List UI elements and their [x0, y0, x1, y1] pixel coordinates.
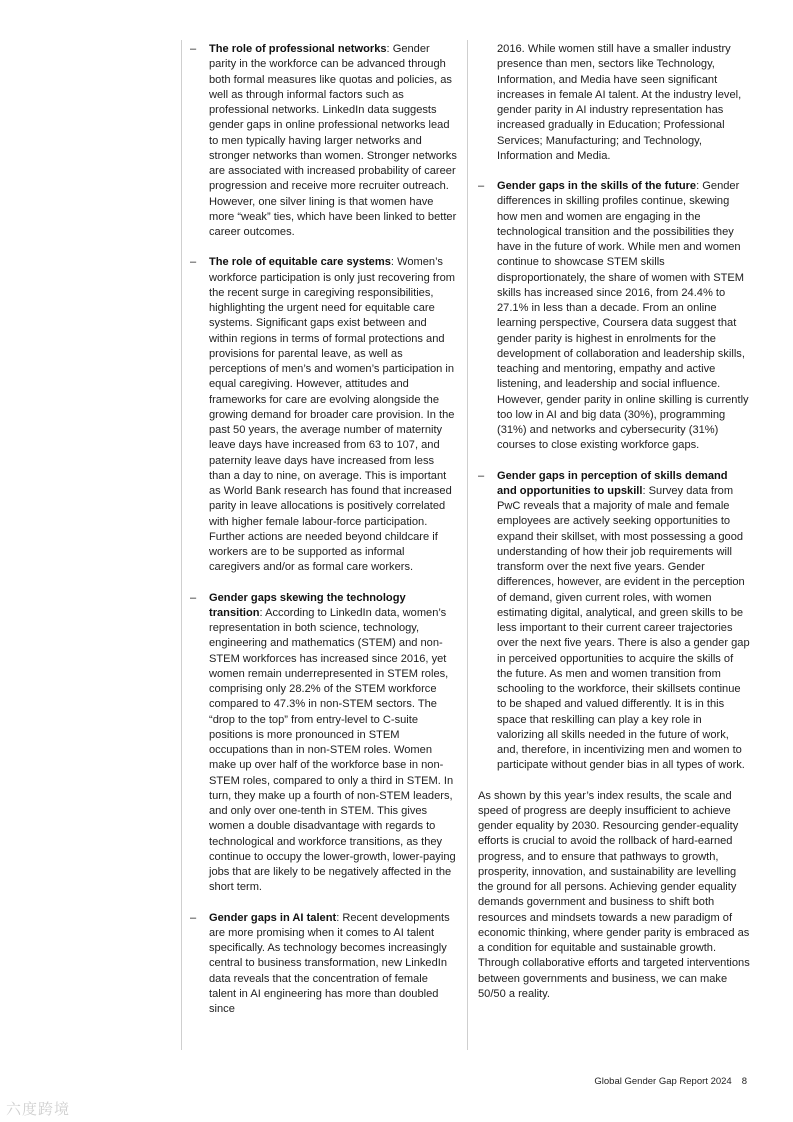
- left-column-rule: [181, 40, 182, 1050]
- bullet-body: Gender differences in skilling profiles continue, skewing how men and women are engaging in the technological transition and the possibilities they have in the future of work. While men and women continue to showcase STEM skills disproportionately, the share of women with STEM skills has increased since 2016, from 24.4% to 27.1% in less than a decade. From an online learning perspective, Coursera data suggest that gender parity is highest in enrolments for the development of collaboration and leadership skills, teaching and mentoring, empathy and active listening, and leadership and social influence. However, gender parity in online skilling is currently too low in AI and big data (30%), programming (31%) and networks and cybersecurity (31%) courses to close existing workforce gaps.: [497, 180, 749, 452]
- page-footer: [594, 1076, 747, 1087]
- bullet-title: The role of professional networks: [209, 43, 387, 55]
- bullet-equitable-care-systems: – The role of equitable care systems: Women’s workforce participation is only just recovering from the recent surge in caregiving responsibilities, highlighting the urgent need for equitable care systems. Significant gaps exist between and within regions in terms of formal protections and provisions for parental leave, as well as perceptions of men’s and women’s participation in equal caregiving. However, attitudes and frameworks for care are evolving alongside the growing demand for broader care provision. In the past 50 years, the average number of maternity leave days have increased from 63 to 107, and paternity leave days have increased from less than a day to nine, on average. This is important as World Bank research has found that increased parity in leave allocations is positively correlated with higher female labour-force participation. Further actions are needed beyond childcare if workers are to be supported as informal caregivers and/or as formal care workers.: [190, 256, 456, 574]
- ai-talent-continuation: 2016. While women still have a smaller industry presence than men, sectors like Technology, Information, and Media have seen significant increases in female AI talent. At the industry level, gender parity in AI industry representation has increased gradually in Education; Professional Services; Manufacturing; and Technology, Information and Media.: [497, 43, 742, 162]
- bullet-perception-skills-demand: – Gender gaps in perception of skills demand and opportunities to upskill: Survey data from PwC reveals that a majority of male and female employees are actively seeking opportunities to expand their skillset, with most possessing a good understanding of how their job requirements will transform over the next five years. Gender differences, however, are evident in the perception of demand, given current roles, with women estimating digital, analytical, and green skills to be less important to their current career trajectories over the next five years. There is also a gender gap in perceived opportunities to acquire the skills of the future. As men and women transition from schooling to the workforce, their skillsets continue to be shaped and valued differently. It is in this space that reskilling can play a key role in valorizing all skills needed in the future of work, and, therefore, in incentivizing men and women to participate without gender bias in all types of work.: [478, 469, 750, 772]
- bullet-dash: –: [478, 469, 485, 482]
- bullet-ai-talent: – Gender gaps in AI talent: Recent developments are more promising when it comes to AI talent specifically. As technology becomes increasingly central to business transformation, new LinkedIn data reveals that the concentration of female talent in AI engineering has more than doubled since: [190, 911, 450, 1015]
- bullet-dash: –: [190, 43, 197, 55]
- bullet-body: Recent developments are more promising when it comes to AI talent specifically. As technology becomes increasingly central to business transformation, new LinkedIn data reveals that the concentration of female talent in AI engineering has more than doubled since: [209, 911, 450, 1015]
- bullet-professional-networks: – The role of professional networks: Gender parity in the workforce can be advanced through both formal measures like quotas and policies, as well as through informal factors such as professional networks. LinkedIn data suggests gender gaps in online professional networks lead to men typically having larger networks and stronger networks than women. Stronger networks are associated with increased probability of career progression and receive more recruiter outreach. However, one silver lining is that women have more “weak” ties, which have been linked to better career outcomes.: [190, 43, 457, 238]
- bullet-dash: –: [190, 591, 197, 604]
- right-column: [478, 42, 750, 1002]
- bullet-dash: –: [478, 180, 485, 192]
- bullet-title: Gender gaps in perception of skills demand and opportunities to upskill: [497, 469, 728, 497]
- watermark: 六度跨境: [6, 1100, 71, 1118]
- bullet-dash: –: [190, 911, 197, 924]
- left-column: [190, 42, 458, 1032]
- bullet-technology-transition: – Gender gaps skewing the technology transition: According to LinkedIn data, women’s representation in both science, technology, engineering and mathematics (STEM) and non-STEM workforces has increased since 2016, yet women remain underrepresented in STEM roles, comprising only 28.2% of the STEM workforce compared to 47.3% in non-STEM sectors. The “drop to the top” from entry-level to C-suite positions is more pronounced in STEM occupations than in non-STEM roles. Women make up over half of the workforce base in non-STEM roles, compared to only a third in STEM. In turn, they make up a fourth of non-STEM leaders, and only over one-tenth in STEM. This gives women a double disadvantage with regards to technological and workforce transitions, as they continue to occupy the lower-growth, lower-paying jobs that are likely to be negatively affected in the short term.: [190, 591, 456, 894]
- bullet-dash: –: [190, 256, 197, 269]
- page-number: 8: [741, 1076, 747, 1087]
- bullet-skills-of-future: – Gender gaps in the skills of the future: Gender differences in skilling profiles continue, skewing how men and women are engaging in the technological transition and the possibilities they have in the future of work. While men and women continue to showcase STEM skills disproportionately, the share of women with STEM skills has increased since 2016, from 24.4% to 27.1% in less than a decade. From an online learning perspective, Coursera data suggest that gender parity is highest in enrolments for the development of collaboration and leadership skills, teaching and mentoring, empathy and active listening, and leadership and social influence. However, gender parity in online skilling is currently too low in AI and big data (30%), programming (31%) and networks and cybersecurity (31%) courses to close existing workforce gaps.: [478, 180, 749, 452]
- bullet-body: Gender parity in the workforce can be advanced through both formal measures like quotas and policies, as well as through informal factors such as professional networks. LinkedIn data suggests gender gaps in online professional networks lead to men typically having larger networks and stronger networks than women. Stronger networks are associated with increased probability of career progression and receive more recruiter outreach. However, one silver lining is that women have more “weak” ties, which have been linked to better career outcomes.: [209, 43, 457, 238]
- bullet-title: Gender gaps in the skills of the future: [497, 180, 697, 192]
- bullet-body: Women’s workforce participation is only just recovering from the recent surge in caregiving responsibilities, highlighting the urgent need for equitable care systems. Significant gaps exist between and within regions in terms of formal protections and provisions for parental leave, as well as perceptions of men’s and women’s participation in equal caregiving. However, attitudes and frameworks for care are evolving alongside the growing demand for broader care provision. In the past 50 years, the average number of maternity leave days have increased from 63 to 107, and paternity leave days have increased from less than a day to nine, on average. This is important as World Bank research has found that increased parity in leave allocations is positively correlated with higher female labour-force participation. Further actions are needed beyond childcare if workers are to be supported as informal caregivers and/or as formal care workers.: [209, 256, 456, 574]
- bullet-body: According to LinkedIn data, women’s representation in both science, technology, engineering and mathematics (STEM) and non-STEM workforces has increased since 2016, yet women remain underrepresented in STEM roles, comprising only 28.2% of the STEM workforce compared to 47.3% in non-STEM sectors. The “drop to the top” from entry-level to C-suite positions is more pronounced in STEM occupations than in non-STEM roles. Women make up over half of the workforce base in non-STEM roles, compared to only a third in STEM. In turn, they make up a fourth of non-STEM leaders, and only over one-tenth in STEM. This gives women a double disadvantage with regards to technological and workforce transitions, as they continue to occupy the lower-growth, lower-paying jobs that are likely to be negatively affected in the short term.: [209, 606, 456, 894]
- bullet-title: The role of equitable care systems: [209, 256, 391, 269]
- right-column-rule: [467, 40, 468, 1050]
- closing-paragraph: As shown by this year’s index results, the scale and speed of progress are deeply insufficient to achieve gender equality by 2030. Resourcing gender-equality efforts is crucial to avoid the rollback of hard-earned progress, and to ensure that pathways to growth, prosperity, innovation, and sustainability are levelling the ground for all persons. Achieving gender equality demands government and business to shift both resources and mindsets towards a new paradigm of economic thinking, where gender parity is embraced as a condition for equitable and sustainable growth. Through collaborative efforts and targeted interventions between governments and business, we can make 50/50 a reality.: [478, 789, 750, 1000]
- bullet-title: Gender gaps skewing the technology transition: [209, 591, 406, 619]
- report-title: Global Gender Gap Report 2024: [594, 1076, 732, 1087]
- bullet-title: Gender gaps in AI talent: [209, 911, 337, 924]
- bullet-body: Survey data from PwC reveals that a majority of male and female employees are actively seeking opportunities to expand their skillset, with most possessing a good understanding of how their job requirements will transform over the next five years. Gender differences, however, are evident in the perception of demand, given current roles, with women estimating digital, analytical, and green skills to be less important to their current career trajectories over the next five years. There is also a gender gap in perceived opportunities to acquire the skills of the future. As men and women transition from schooling to the workforce, their skillsets continue to be shaped and valued differently. It is in this space that reskilling can play a key role in valorizing all skills needed in the future of work, and, therefore, in incentivizing men and women to participate without gender bias in all types of work.: [497, 484, 750, 772]
